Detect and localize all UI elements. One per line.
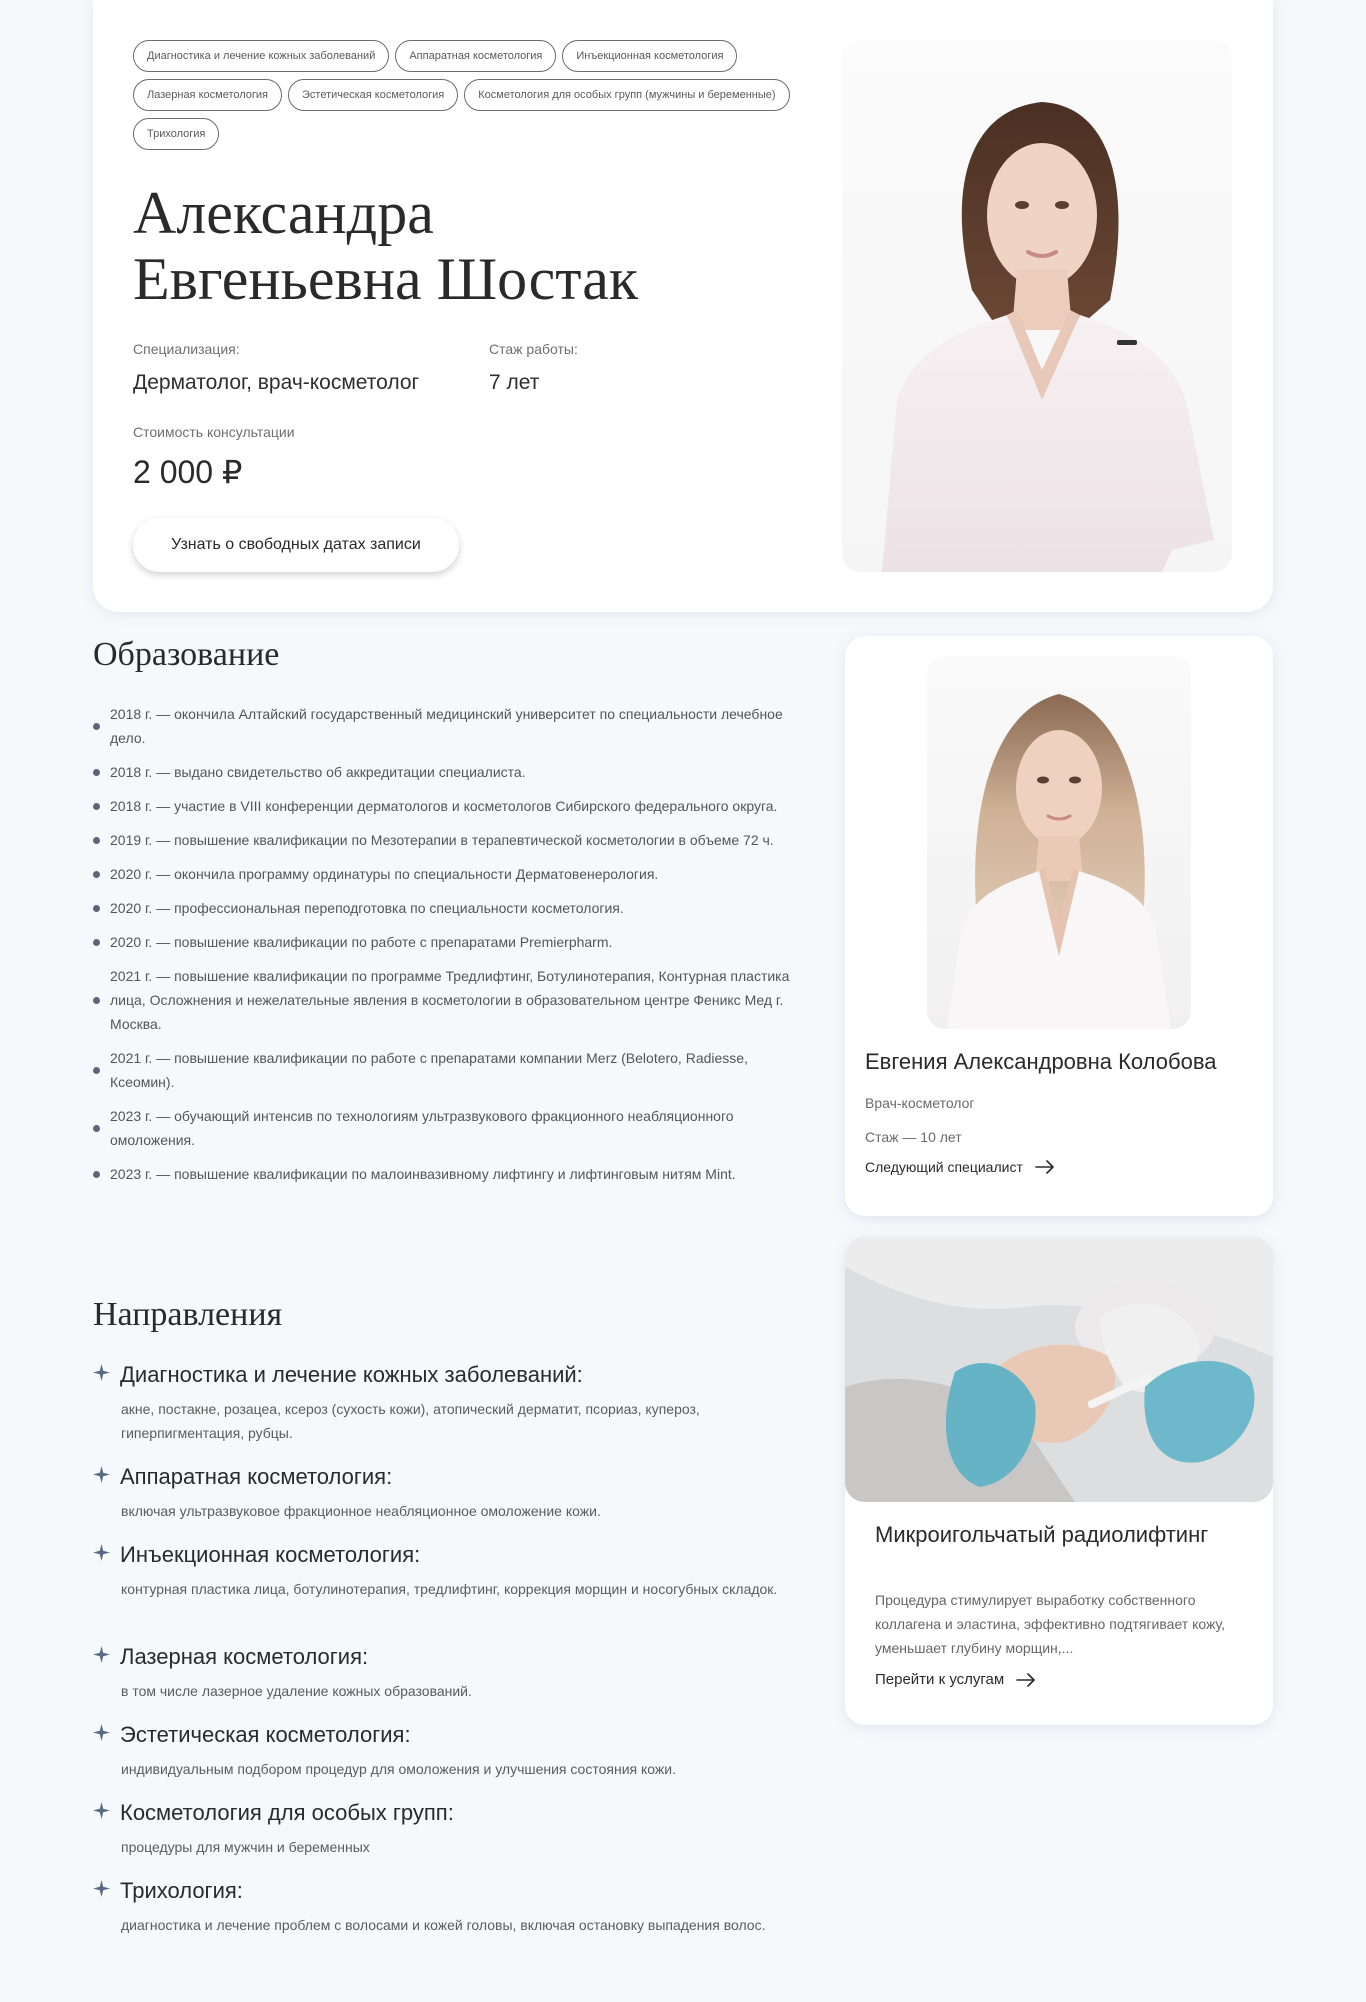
sparkle-icon [93, 1724, 110, 1741]
direction-desc: акне, постакне, розацеа, ксероз (сухость кожи), атопический дерматит, псориаз, купероз, гиперпигментация, рубцы. [121, 1401, 700, 1441]
specialization-label: Специализация: [133, 341, 240, 357]
specialist-name: Евгения Александровна Колобова [865, 1049, 1217, 1074]
go-to-services-label: Перейти к услугам [875, 1671, 1005, 1688]
education-item: 2021 г. — повышение квалификации по программе Тредлифтинг, Ботулинотерапия, Контурная пластика лица, Осложнения и нежелательные явления в косметологии в образовательном центре Феникс Мед г. Москва. [93, 964, 813, 1036]
direction-title: Аппаратная косметология: [120, 1464, 393, 1489]
education-item: 2021 г. — повышение квалификации по работе с препаратами компании Merz (Belotero, Radiesse, Ксеомин). [93, 1046, 813, 1094]
price-label: Стоимость консультации [133, 424, 295, 440]
sparkle-icon [93, 1364, 110, 1381]
doctor-portrait-illustration [842, 40, 1232, 572]
direction-title: Диагностика и лечение кожных заболеваний: [120, 1362, 583, 1387]
directions-title: Направления [93, 1296, 283, 1333]
education-item: 2023 г. — повышение квалификации по малоинвазивному лифтингу и лифтинговым нитям Mint. [93, 1162, 813, 1186]
direction-item [93, 1362, 813, 1445]
tag-trichology[interactable]: Трихология [133, 118, 219, 150]
check-dates-button[interactable]: Узнать о свободных датах записи [133, 518, 459, 572]
specialist-photo [927, 656, 1191, 1029]
education-item: 2018 г. — окончила Алтайский государственный медицинский университет по специальности лечебное дело. [93, 702, 813, 750]
next-specialist-label: Следующий специалист [865, 1159, 1023, 1175]
doctor-name-line1: Александра [133, 180, 434, 246]
go-to-services-link[interactable] [875, 1671, 1036, 1688]
specialization-value: Дерматолог, врач-косметолог [133, 371, 420, 394]
sparkle-icon [93, 1802, 110, 1819]
direction-item [93, 1722, 813, 1781]
sparkle-icon [93, 1544, 110, 1561]
direction-title: Трихология: [120, 1878, 243, 1903]
direction-item [93, 1464, 813, 1523]
sparkle-icon [93, 1466, 110, 1483]
specialist-role: Врач-косметолог [865, 1095, 975, 1111]
direction-item [93, 1878, 813, 1937]
tag-aesthetic[interactable]: Эстетическая косметология [288, 79, 458, 111]
specialty-tags [133, 40, 823, 150]
tag-special-groups[interactable]: Косметология для особых групп (мужчины и беременные) [464, 79, 789, 111]
tag-injection[interactable]: Инъекционная косметология [562, 40, 737, 72]
service-card[interactable] [845, 1237, 1273, 1725]
direction-title: Эстетическая косметология: [120, 1722, 411, 1747]
direction-title: Инъекционная косметология: [120, 1542, 421, 1567]
experience-label: Стаж работы: [489, 341, 578, 357]
education-item: 2023 г. — обучающий интенсив по технологиям ультразвукового фракционного неабляционного омоложения. [93, 1104, 813, 1152]
doctor-name [133, 180, 773, 312]
sparkle-icon [93, 1880, 110, 1897]
tag-apparatus[interactable]: Аппаратная косметология [395, 40, 556, 72]
tag-diagnostics[interactable]: Диагностика и лечение кожных заболеваний [133, 40, 389, 72]
service-desc: Процедура стимулирует выработку собственного коллагена и эластина, эффективно подтягивает кожу, уменьшает глубину морщин,... [875, 1592, 1225, 1656]
direction-desc: в том числе лазерное удаление кожных образований. [121, 1683, 472, 1699]
direction-desc: диагностика и лечение проблем с волосами и кожей головы, включая остановку выпадения волос. [121, 1917, 766, 1933]
service-photo [845, 1237, 1273, 1502]
education-item: 2020 г. — повышение квалификации по работе с препаратами Premierpharm. [93, 930, 813, 954]
direction-desc: индивидуальным подбором процедур для омоложения и улучшения состояния кожи. [121, 1761, 676, 1777]
tag-laser[interactable]: Лазерная косметология [133, 79, 282, 111]
education-list [93, 702, 813, 1196]
direction-item [93, 1644, 813, 1703]
sparkle-icon [93, 1646, 110, 1663]
next-specialist-card[interactable] [845, 636, 1273, 1216]
education-title: Образование [93, 636, 280, 673]
service-title: Микроигольчатый радиолифтинг [875, 1522, 1209, 1547]
arrow-right-icon [1035, 1160, 1055, 1174]
specialist-experience: Стаж — 10 лет [865, 1129, 962, 1145]
doctor-name-line2: Евгеньевна Шостак [133, 246, 638, 312]
specialist-portrait-illustration [927, 656, 1191, 1029]
direction-desc: контурная пластика лица, ботулинотерапия, тредлифтинг, коррекция морщин и носогубных складок. [121, 1581, 778, 1597]
direction-title: Лазерная косметология: [120, 1644, 369, 1669]
education-item: 2019 г. — повышение квалификации по Мезотерапии в терапевтической косметологии в объеме 72 ч. [93, 828, 813, 852]
next-specialist-link[interactable] [865, 1159, 1055, 1175]
doctor-photo [842, 40, 1232, 572]
education-item: 2018 г. — участие в VIII конференции дерматологов и косметологов Сибирского федерального округа. [93, 794, 813, 818]
direction-title: Косметология для особых групп: [120, 1800, 454, 1825]
education-item: 2020 г. — окончила программу ординатуры по специальности Дерматовенерология. [93, 862, 813, 886]
experience-value: 7 лет [489, 371, 540, 394]
arrow-right-icon [1016, 1673, 1036, 1687]
education-item: 2018 г. — выдано свидетельство об аккредитации специалиста. [93, 760, 813, 784]
direction-item [93, 1542, 813, 1601]
procedure-illustration [845, 1237, 1273, 1502]
direction-item [93, 1800, 813, 1859]
direction-desc: процедуры для мужчин и беременных [121, 1839, 370, 1855]
education-item: 2020 г. — профессиональная переподготовка по специальности косметология. [93, 896, 813, 920]
direction-desc: включая ультразвуковое фракционное неабляционное омоложение кожи. [121, 1503, 601, 1519]
price-value: 2 000 ₽ [133, 454, 243, 490]
